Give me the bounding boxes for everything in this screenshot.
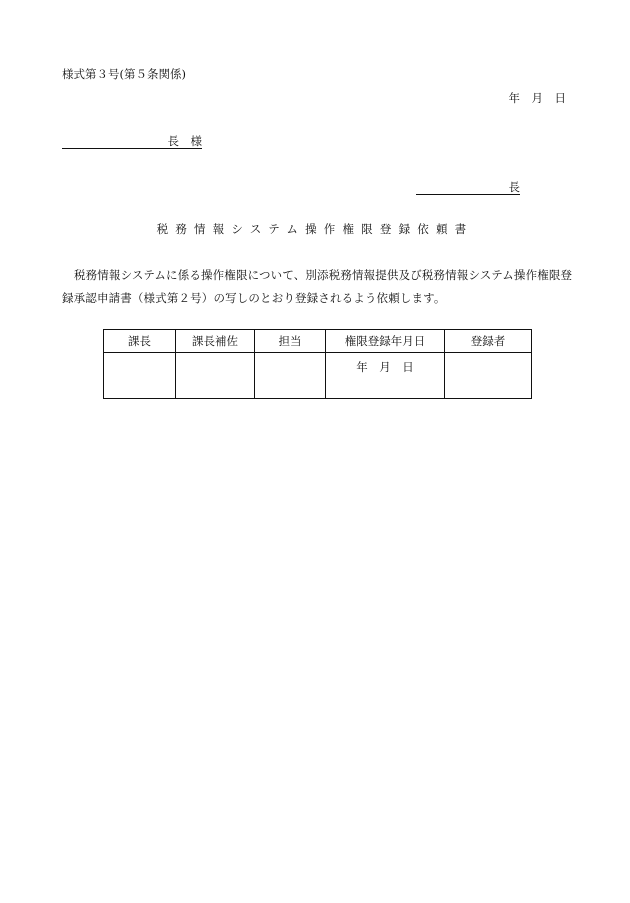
cell-deputy-chief bbox=[176, 353, 255, 399]
document-title: 税務情報システム操作権限登録依頼書 bbox=[156, 222, 474, 236]
registration-date-text: 年 月 日 bbox=[356, 360, 414, 374]
cell-registrant bbox=[445, 353, 532, 399]
table-header-row bbox=[104, 330, 532, 353]
sender-suffix: 長 bbox=[508, 180, 520, 194]
sender-line bbox=[416, 179, 520, 195]
header-registrant: 登録者 bbox=[445, 330, 532, 353]
date-line: 年 月 日 bbox=[508, 91, 566, 105]
cell-person-in-charge bbox=[255, 353, 326, 399]
header-deputy-chief: 課長補佐 bbox=[176, 330, 255, 353]
header-person-in-charge: 担当 bbox=[255, 330, 326, 353]
addressee-suffix: 長 様 bbox=[167, 134, 202, 148]
approval-table bbox=[103, 329, 532, 399]
header-section-chief: 課長 bbox=[104, 330, 176, 353]
table-row bbox=[104, 353, 532, 399]
header-registration-date: 権限登録年月日 bbox=[326, 330, 445, 353]
form-number: 様式第３号(第５条関係) bbox=[62, 67, 186, 81]
body-text: 税務情報システムに係る操作権限について、別添税務情報提供及び税務情報システム操作権限登録承認申請書（様式第２号）の写しのとおり登録されるよう依頼します。 bbox=[62, 268, 573, 305]
addressee-line bbox=[62, 133, 202, 149]
cell-section-chief bbox=[104, 353, 176, 399]
cell-registration-date bbox=[326, 353, 445, 399]
